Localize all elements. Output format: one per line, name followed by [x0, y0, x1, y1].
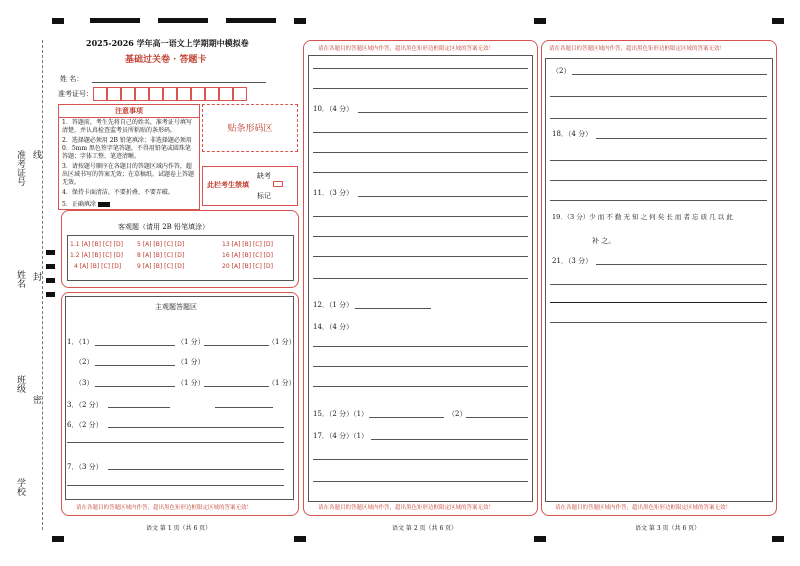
note-item: 3．请按题号顺序在各题目的答题区域内作答，超出区域书写的答案无效；在草稿纸、试题卷上答题无效。 — [62, 163, 195, 186]
mcq-option-row[interactable]: 1.1 [A] [B] [C] [D] — [70, 241, 123, 248]
sidebar-label-name: 姓名 — [15, 270, 25, 288]
mcq-option-row[interactable]: 5 [A] [B] [C] [D] — [137, 241, 185, 248]
alignment-mark — [46, 250, 55, 255]
answer-line[interactable] — [313, 459, 528, 460]
sidebar-label-class: 班级 — [15, 375, 25, 393]
answer-line[interactable] — [550, 200, 767, 201]
answer-line[interactable] — [355, 308, 431, 309]
mcq-option-row[interactable]: 13 [A] [B] [C] [D] — [222, 241, 274, 248]
answer-line[interactable] — [371, 439, 528, 440]
alignment-mark — [46, 264, 55, 269]
id-digit-cell[interactable] — [205, 87, 219, 101]
alignment-mark — [46, 292, 55, 297]
warning-text: 请在各题目的答题区域内作答，超出黑色矩形边框限定区域的答案无效！ — [318, 46, 495, 52]
answer-line[interactable] — [313, 256, 528, 257]
answer-line[interactable] — [550, 160, 767, 161]
section-divider — [550, 302, 767, 303]
question-label: （2） — [75, 358, 94, 366]
answer-line[interactable] — [215, 407, 273, 408]
page-title: 2025-2026 学年高一语文上学期期中模拟卷 — [86, 38, 249, 48]
alignment-mark — [294, 18, 306, 24]
answer-line[interactable] — [204, 386, 269, 387]
id-digit-cell[interactable] — [191, 87, 205, 101]
sidebar-label-id: 准考证号 — [15, 150, 25, 186]
alignment-mark — [52, 536, 64, 542]
answer-line[interactable] — [369, 417, 444, 418]
question-label: 6．（2 分） — [67, 421, 103, 429]
note-item: 2．选择题必须用 2B 铅笔填涂；非选择题必须用 0．5mm 黑色签字笔答题，不得用铅笔或圆珠笔答题；字体工整、笔迹清晰。 — [62, 137, 192, 160]
answer-line[interactable] — [313, 386, 528, 387]
answer-line[interactable] — [313, 366, 528, 367]
question-label: 12．（1 分） — [313, 301, 354, 309]
notes-title: 注意事项 — [59, 105, 199, 118]
note-item: 1．答题前，考生先将自己的姓名，准考证号填写清楚，并认真检查监考员所粘贴的条形码。 — [62, 119, 192, 134]
alignment-mark — [534, 536, 546, 542]
answer-line[interactable] — [358, 112, 528, 113]
page-footer: 语文 第 3 页（共 6 页） — [635, 525, 701, 532]
question-text: 补 之。 — [592, 237, 616, 245]
answer-line[interactable] — [550, 284, 767, 285]
alignment-mark — [46, 278, 55, 283]
answer-line[interactable] — [550, 180, 767, 181]
answer-line[interactable] — [204, 345, 269, 346]
answer-line[interactable] — [313, 172, 528, 173]
alignment-mark — [158, 18, 208, 23]
points-label: （1 分） — [177, 338, 205, 346]
points-label: （1 分） — [177, 379, 205, 387]
answer-line[interactable] — [596, 264, 767, 265]
answer-box-page-3 — [545, 58, 773, 502]
answer-line[interactable] — [313, 68, 528, 69]
answer-line[interactable] — [313, 346, 528, 347]
id-digit-cell[interactable] — [177, 87, 191, 101]
absent-text: 缺考 — [257, 172, 271, 180]
name-field[interactable] — [92, 82, 266, 83]
subjective-title: 主观题答题区 — [155, 303, 197, 311]
answer-line[interactable] — [313, 278, 528, 279]
question-label: 17．（4 分）（1） — [313, 432, 369, 440]
answer-line[interactable] — [95, 345, 175, 346]
sidebar-label-school: 学校 — [15, 478, 25, 496]
question-label: 3．（2 分） — [67, 401, 103, 409]
answer-line[interactable] — [313, 481, 528, 482]
cut-line — [42, 40, 43, 530]
answer-line[interactable] — [108, 469, 284, 470]
barcode-area — [202, 104, 298, 152]
sidebar-cut-text: 封 — [31, 272, 41, 281]
answer-line[interactable] — [108, 427, 284, 428]
answer-line[interactable] — [313, 216, 528, 217]
answer-line[interactable] — [550, 96, 767, 97]
question-label: （3） — [75, 379, 94, 387]
id-digit-cell[interactable] — [149, 87, 163, 101]
question-label: 18．（4 分） — [552, 130, 593, 138]
mcq-option-row[interactable]: 16 [A] [B] [C] [D] — [222, 252, 274, 259]
id-digit-cell[interactable] — [121, 87, 135, 101]
answer-line[interactable] — [550, 322, 767, 323]
mcq-option-row[interactable]: 8 [A] [B] [C] [D] — [137, 252, 185, 259]
barcode-label: 贴条形码区 — [227, 124, 273, 134]
mcq-option-row[interactable]: 9 [A] [B] [C] [D] — [137, 263, 185, 270]
warning-text: 请在各题目的答题区域内作答，超出黑色矩形边框限定区域的答案无效！ — [318, 505, 495, 511]
note-item: 4．保持卡面清洁，不要折叠、不要弄破。 — [62, 189, 174, 196]
alignment-mark — [772, 536, 784, 542]
mcq-title: 客观题（请用 2B 铅笔填涂） — [118, 223, 210, 231]
answer-line[interactable] — [67, 485, 284, 486]
page-footer: 语文 第 1 页（共 6 页） — [146, 525, 212, 532]
answer-line[interactable] — [550, 118, 767, 119]
answer-line[interactable] — [466, 417, 528, 418]
page-subtitle: 基础过关卷 · 答题卡 — [125, 55, 207, 65]
page-footer: 语文 第 2 页（共 6 页） — [392, 525, 458, 532]
answer-line[interactable] — [67, 442, 284, 443]
id-digit-cell[interactable] — [107, 87, 121, 101]
absent-box — [202, 166, 298, 206]
answer-line[interactable] — [572, 74, 767, 75]
alignment-mark — [90, 18, 140, 23]
answer-line[interactable] — [313, 152, 528, 153]
answer-line[interactable] — [358, 196, 528, 197]
id-digit-cell[interactable] — [93, 87, 107, 101]
alignment-mark — [226, 18, 276, 23]
question-label: 10．（4 分） — [313, 105, 354, 113]
mcq-option-row[interactable]: 1.2 [A] [B] [C] [D] — [70, 252, 123, 259]
question-label: 14．（4 分） — [313, 323, 354, 331]
question-label: （2） — [552, 67, 571, 75]
id-digit-cell[interactable] — [163, 87, 177, 101]
answer-line[interactable] — [108, 407, 170, 408]
answer-line[interactable] — [313, 88, 528, 89]
note-sample — [59, 198, 199, 209]
alignment-mark — [534, 18, 546, 24]
absent-checkbox[interactable] — [273, 181, 283, 187]
points-label: （1 分） — [177, 358, 205, 366]
answer-line[interactable] — [313, 236, 528, 237]
sidebar-cut-text: 线 — [31, 150, 41, 159]
question-label: 21．（3 分） — [552, 257, 593, 265]
id-label: 准考证号： — [58, 90, 93, 98]
alignment-mark — [52, 18, 64, 24]
warning-text: 请在各题目的答题区域内作答，超出黑色矩形边框限定区域的答案无效！ — [549, 46, 726, 52]
question-label: 11．（3 分） — [313, 189, 354, 197]
notes-box — [58, 104, 200, 210]
mcq-option-row[interactable]: 20 [A] [B] [C] [D] — [222, 263, 274, 270]
points-label: （1 分） — [268, 379, 296, 387]
question-label: 7．（3 分） — [67, 463, 103, 471]
warning-text: 请在各题目的答题区域内作答，超出黑色矩形边框限定区域的答案无效！ — [555, 505, 732, 511]
note-sample-label: 5．正确填涂 — [62, 201, 96, 208]
answer-line[interactable] — [313, 132, 528, 133]
question-label: （2） — [448, 410, 467, 418]
question-label: 19．（3 分）少 而 不 勤 无 知 之 何 矣 长 而 者 忘 质 几 以 此 — [552, 213, 733, 221]
mcq-option-row[interactable]: 4 [A] [B] [C] [D] — [74, 263, 122, 270]
id-digit-cell[interactable] — [135, 87, 149, 101]
absent-label: 此栏考生禁填 — [207, 180, 249, 189]
filled-sample-mark — [98, 202, 110, 207]
alignment-mark — [772, 18, 784, 24]
warning-text: 请在各题目的答题区域内作答，超出黑色矩形边框限定区域的答案无效！ — [76, 505, 253, 511]
question-label: 1．（1） — [67, 338, 94, 346]
question-label: 15．（2 分）（1） — [313, 410, 369, 418]
alignment-mark — [294, 536, 306, 542]
id-digit-cell[interactable] — [219, 87, 233, 101]
absent-text: 标记 — [257, 192, 271, 200]
sidebar-cut-text: 密 — [31, 395, 41, 404]
points-label: （1 分） — [268, 338, 296, 346]
name-label: 姓 名： — [60, 75, 84, 83]
answer-line[interactable] — [95, 365, 175, 366]
answer-line[interactable] — [95, 386, 175, 387]
answer-line[interactable] — [596, 138, 767, 139]
id-digit-cell[interactable] — [233, 87, 247, 101]
